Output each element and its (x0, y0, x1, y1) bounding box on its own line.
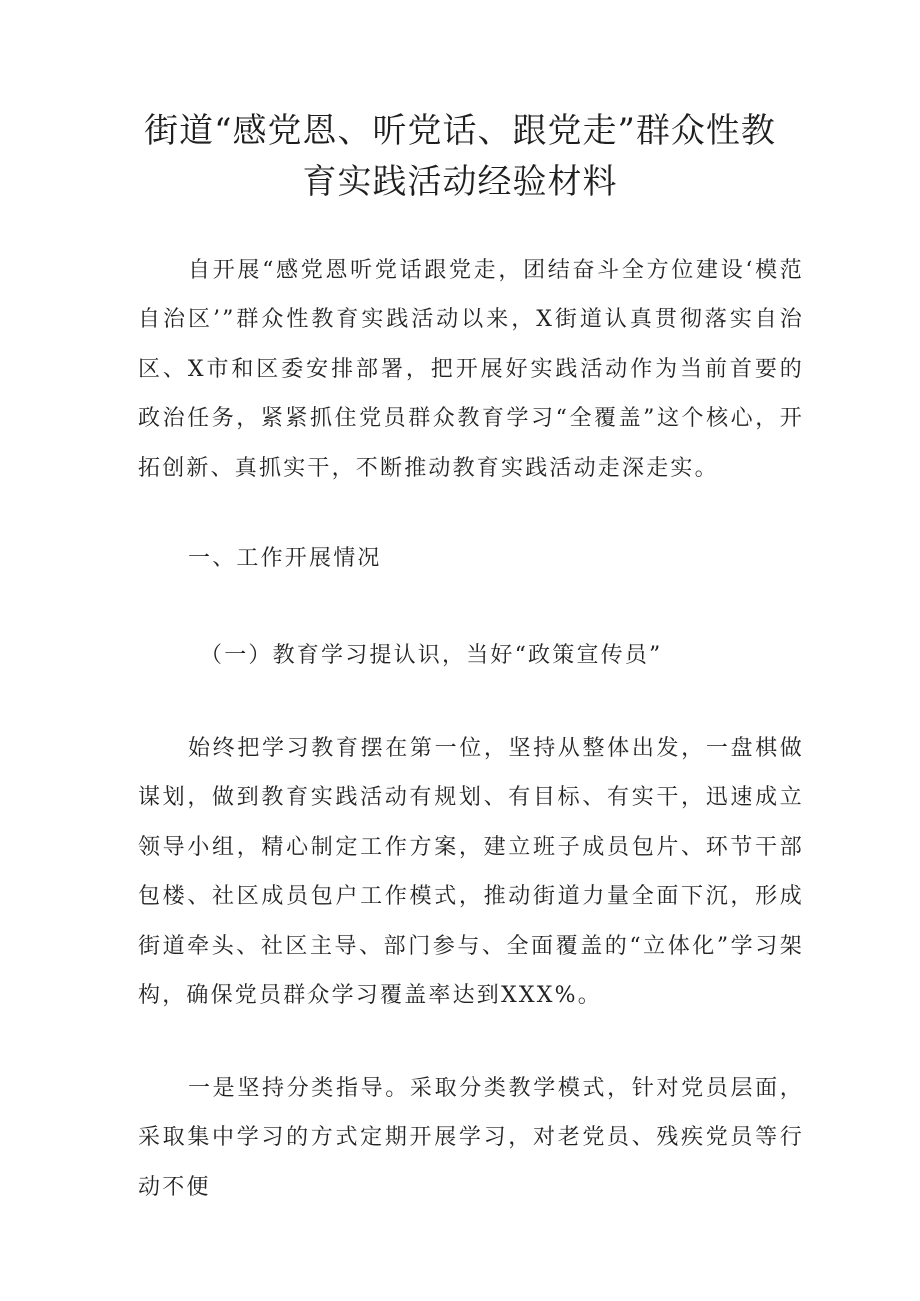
subsection-heading: （一）教育学习提认识，当好“政策宣传员” (200, 643, 663, 668)
point-paragraph: 一是坚持分类指导。采取分类教学模式，针对党员层面，采取集中学习的方式定期开展学习，对老党员、残疾党员等行动不便 (138, 1076, 804, 1200)
document-title-line-2: 育实践活动经验材料 (302, 162, 618, 202)
body-paragraph: 始终把学习教育摆在第一位，坚持从整体出发，一盘棋做谋划，做到教育实践活动有规划、有目标、有实干，迅速成立领导小组，精心制定工作方案，建立班子成员包片、环节干部包楼、社区成员包户工作模式，推动街道力量全面下沉，形成街道牵头、社区主导、部门参与、全面覆盖的“立体化”学习架构，确保党员群众学习覆盖率达到XXX%。 (138, 736, 804, 1009)
intro-paragraph: 自开展“感党恩听党话跟党走，团结奋斗全方位建设‘模范自治区’”群众性教育实践活动以来，X街道认真贯彻落实自治区、X市和区委安排部署，把开展好实践活动作为当前首要的政治任务，紧紧抓住党员群众教育学习“全覆盖”这个核心，开拓创新、真抓实干，不断推动教育实践活动走深走实。 (138, 258, 804, 481)
document-title-line-1: 街道“感党恩、听党话、跟党走”群众性教 (144, 111, 776, 151)
section-heading: 一、工作开展情况 (188, 546, 382, 571)
